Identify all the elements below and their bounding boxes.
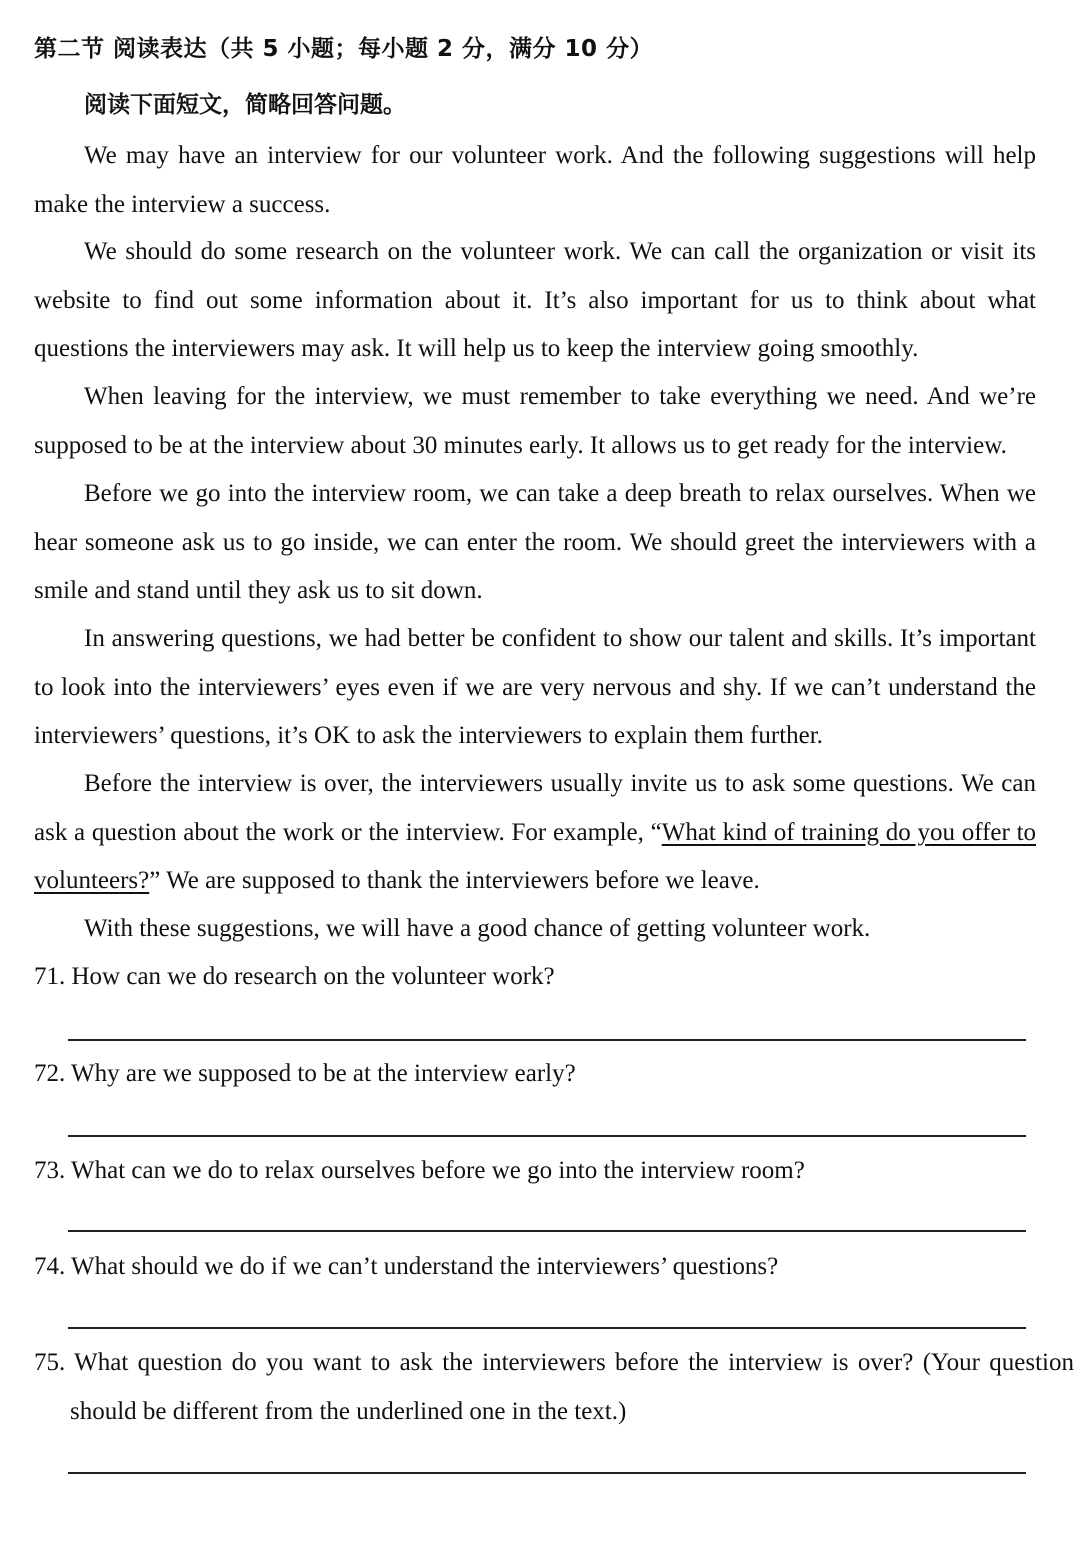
answer-line-75[interactable]: [68, 1472, 1026, 1474]
question-75: 75. What question do you want to ask the interviewers before the interview is over? (Your question should be different from the underlined one in the text.): [34, 1349, 1074, 1425]
passage-paragraph-5: In answering questions, we had better be confident to show our talent and skills. It’s important to look into the interviewers’ eyes even if we are very nervous and shy. If we can’t understand the interviewers’ questions, it’s OK to ask the interviewers to explain them further.: [34, 625, 1036, 749]
passage-paragraph-2: We should do some research on the volunteer work. We can call the organization or visit its website to find out some information about it. It’s also important for us to think about what questions the interviewers may ask. It will help us to keep the interview going smoothly.: [34, 238, 1036, 362]
paragraph-6-ending: ” We are supposed to thank the interviewers before we leave.: [149, 867, 760, 894]
answer-line-72[interactable]: [68, 1135, 1026, 1137]
passage-paragraph-7: With these suggestions, we will have a good chance of getting volunteer work.: [84, 915, 871, 942]
passage-paragraph-4: Before we go into the interview room, we can take a deep breath to relax ourselves. When we hear someone ask us to go inside, we can enter the room. We should greet the interviewers with a smile and stand until they ask us to sit down.: [34, 480, 1036, 604]
answer-line-74[interactable]: [68, 1327, 1026, 1329]
question-74: 74. What should we do if we can’t understand the interviewers’ questions?: [34, 1253, 779, 1280]
section-heading: 第二节 阅读表达（共 5 小题；每小题 2 分，满分 10 分）: [34, 36, 654, 62]
paragraph-6-text: Before the interview is over, the interviewers usually invite us to ask some questions. We can ask a question about the work or the interview. For example, “: [34, 770, 1036, 846]
instruction: 阅读下面短文，简略回答问题。: [84, 92, 406, 118]
question-72: 72. Why are we supposed to be at the interview early?: [34, 1060, 576, 1087]
question-71: 71. How can we do research on the volunteer work?: [34, 963, 555, 990]
question-73: 73. What can we do to relax ourselves before we go into the interview room?: [34, 1157, 805, 1184]
underlined-example-question: What kind of training do you offer to volunteers?: [34, 818, 1037, 894]
passage-paragraph-6: [34, 760, 1036, 906]
answer-line-71[interactable]: [68, 1039, 1026, 1041]
passage-paragraph-1: We may have an interview for our volunteer work. And the following suggestions will help make the interview a success.: [34, 142, 1036, 218]
passage-paragraph-3: When leaving for the interview, we must remember to take everything we need. And we’re supposed to be at the interview about 30 minutes early. It allows us to get ready for the interview.: [34, 383, 1036, 459]
answer-line-73[interactable]: [68, 1230, 1026, 1232]
